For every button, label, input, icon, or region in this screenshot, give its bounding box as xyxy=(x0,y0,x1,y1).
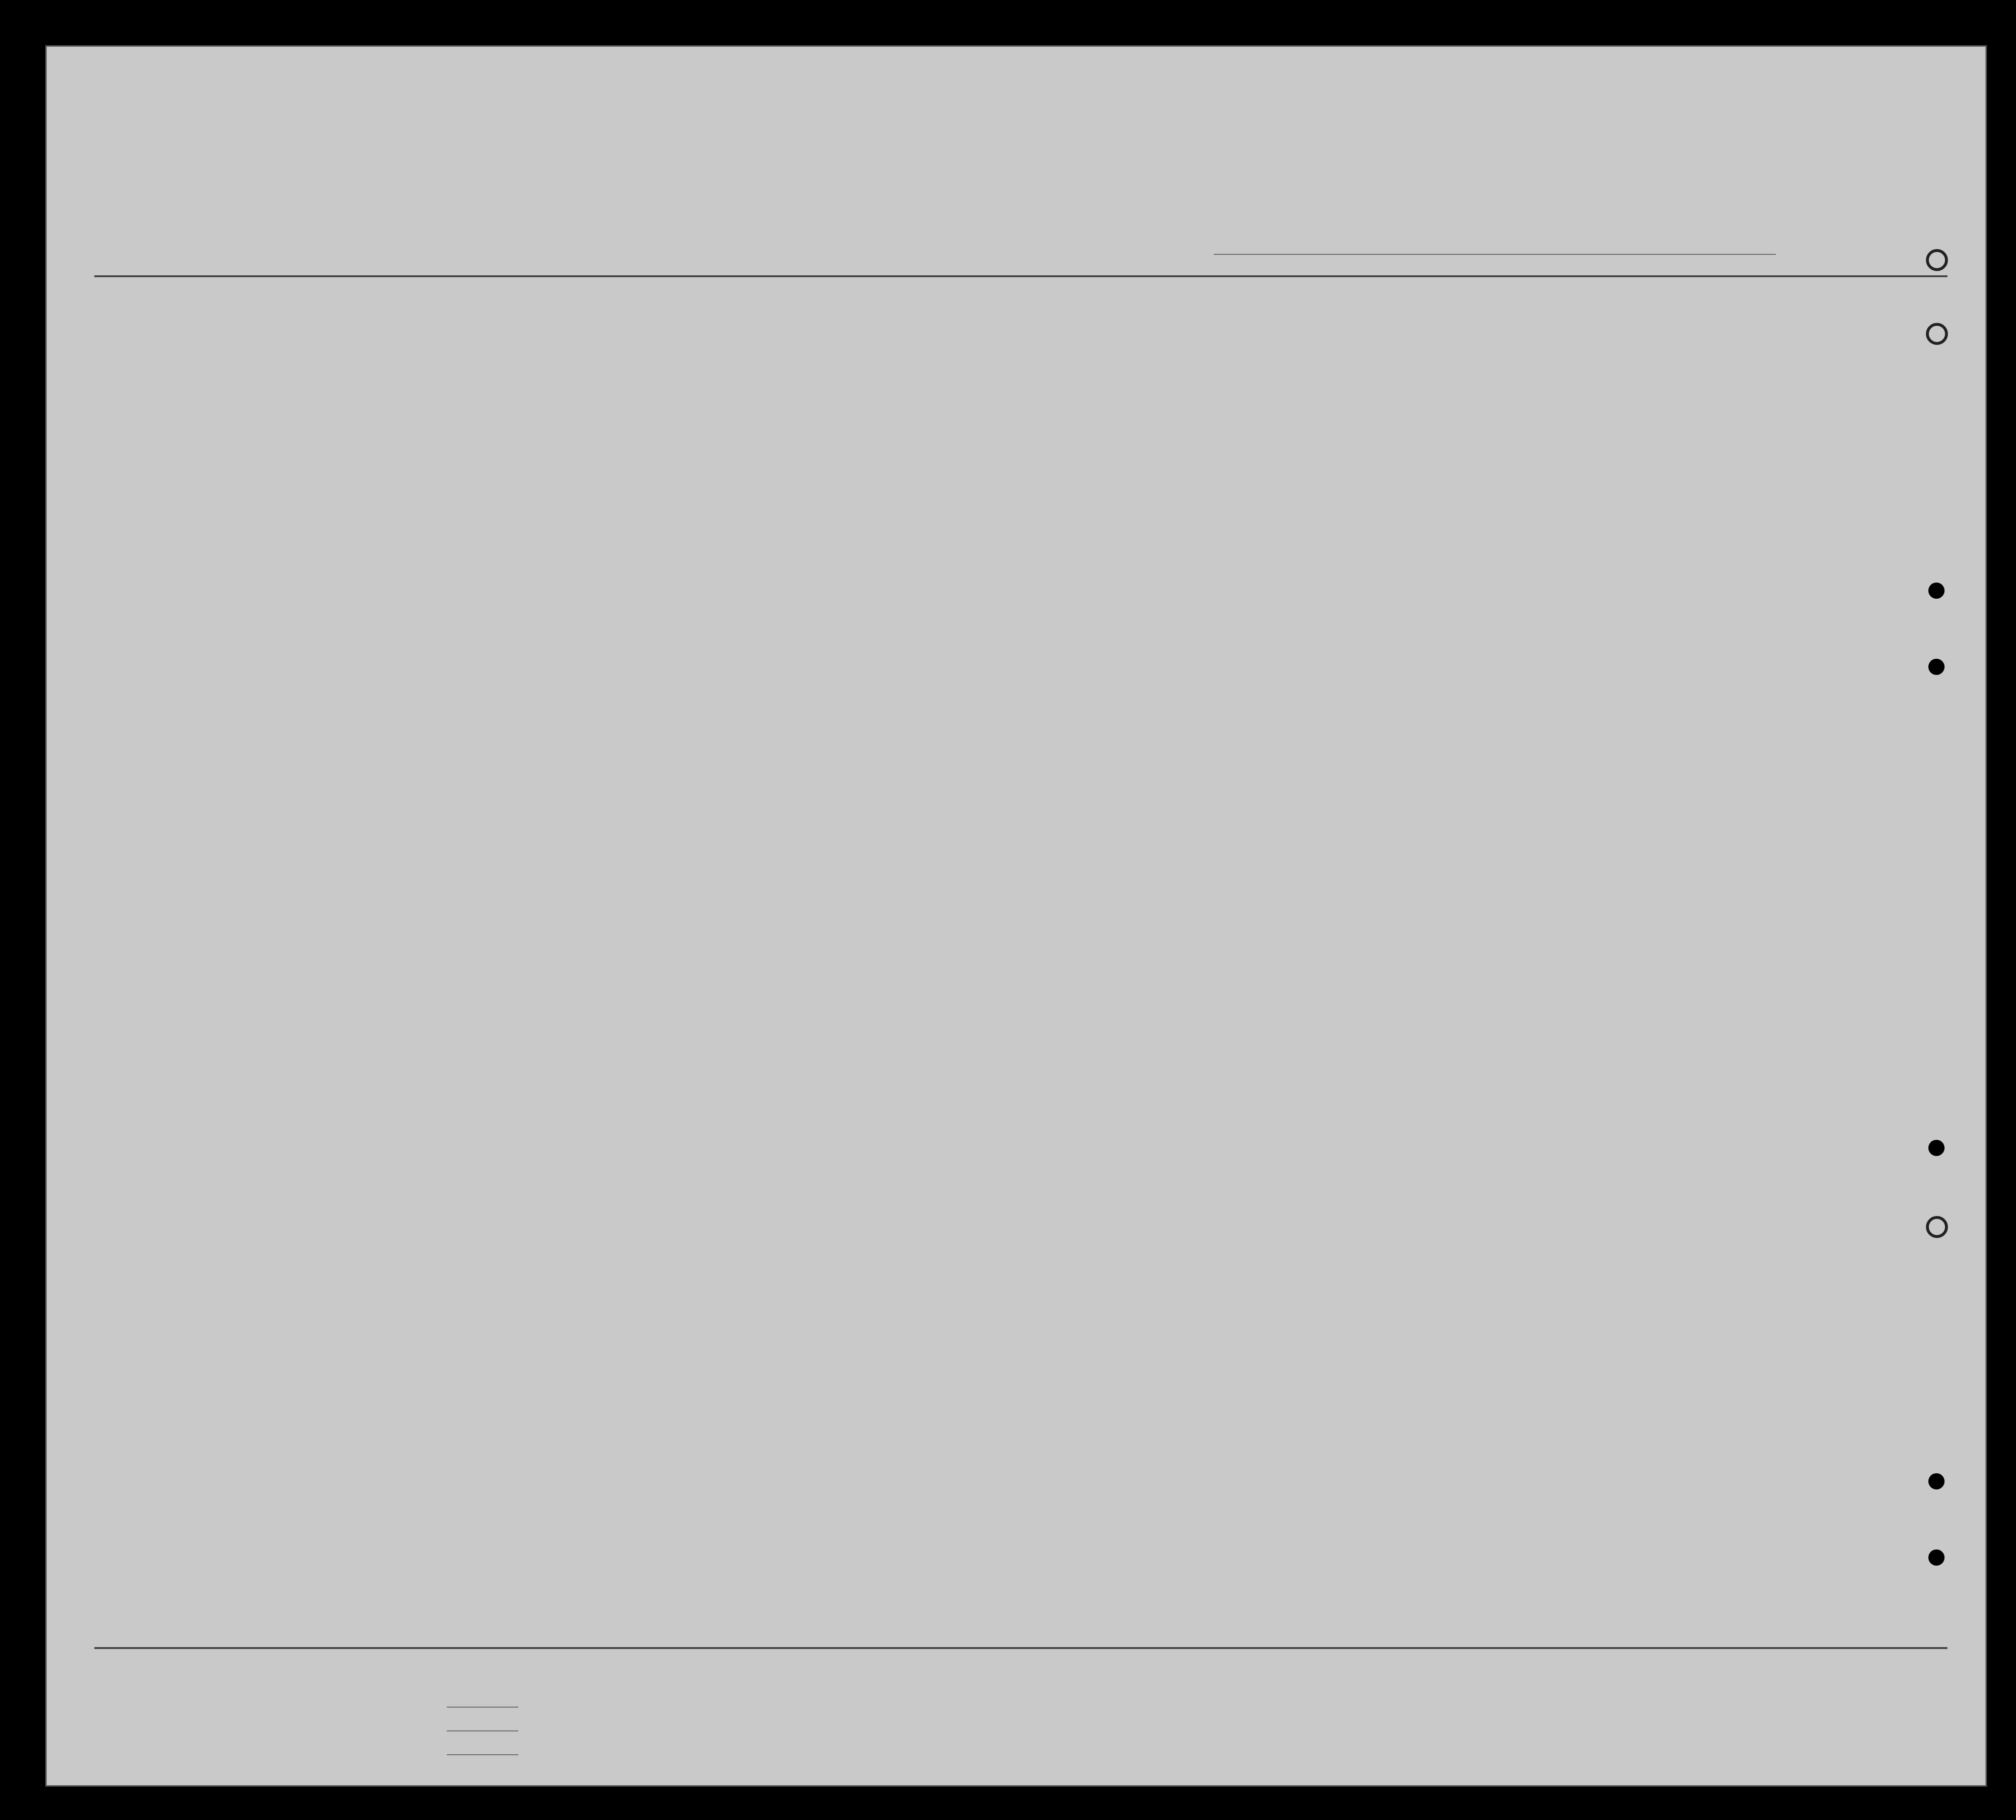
binder-hole xyxy=(1926,249,1948,271)
binder-hole xyxy=(1926,1216,1948,1238)
manifest-sheet xyxy=(45,45,1987,1787)
header-rule xyxy=(94,275,1947,277)
us-citizens-line xyxy=(447,1730,518,1731)
binder-hole xyxy=(1926,323,1948,345)
footer-rule xyxy=(94,1647,1947,1649)
date-underline xyxy=(1214,254,1776,255)
total-passengers-line xyxy=(447,1707,518,1708)
binder-hole xyxy=(1928,583,1945,599)
binder-hole xyxy=(1928,1140,1945,1156)
binder-hole xyxy=(1928,1473,1945,1489)
binder-hole xyxy=(1928,659,1945,675)
binder-hole xyxy=(1928,1549,1945,1566)
aliens-line xyxy=(447,1754,518,1755)
